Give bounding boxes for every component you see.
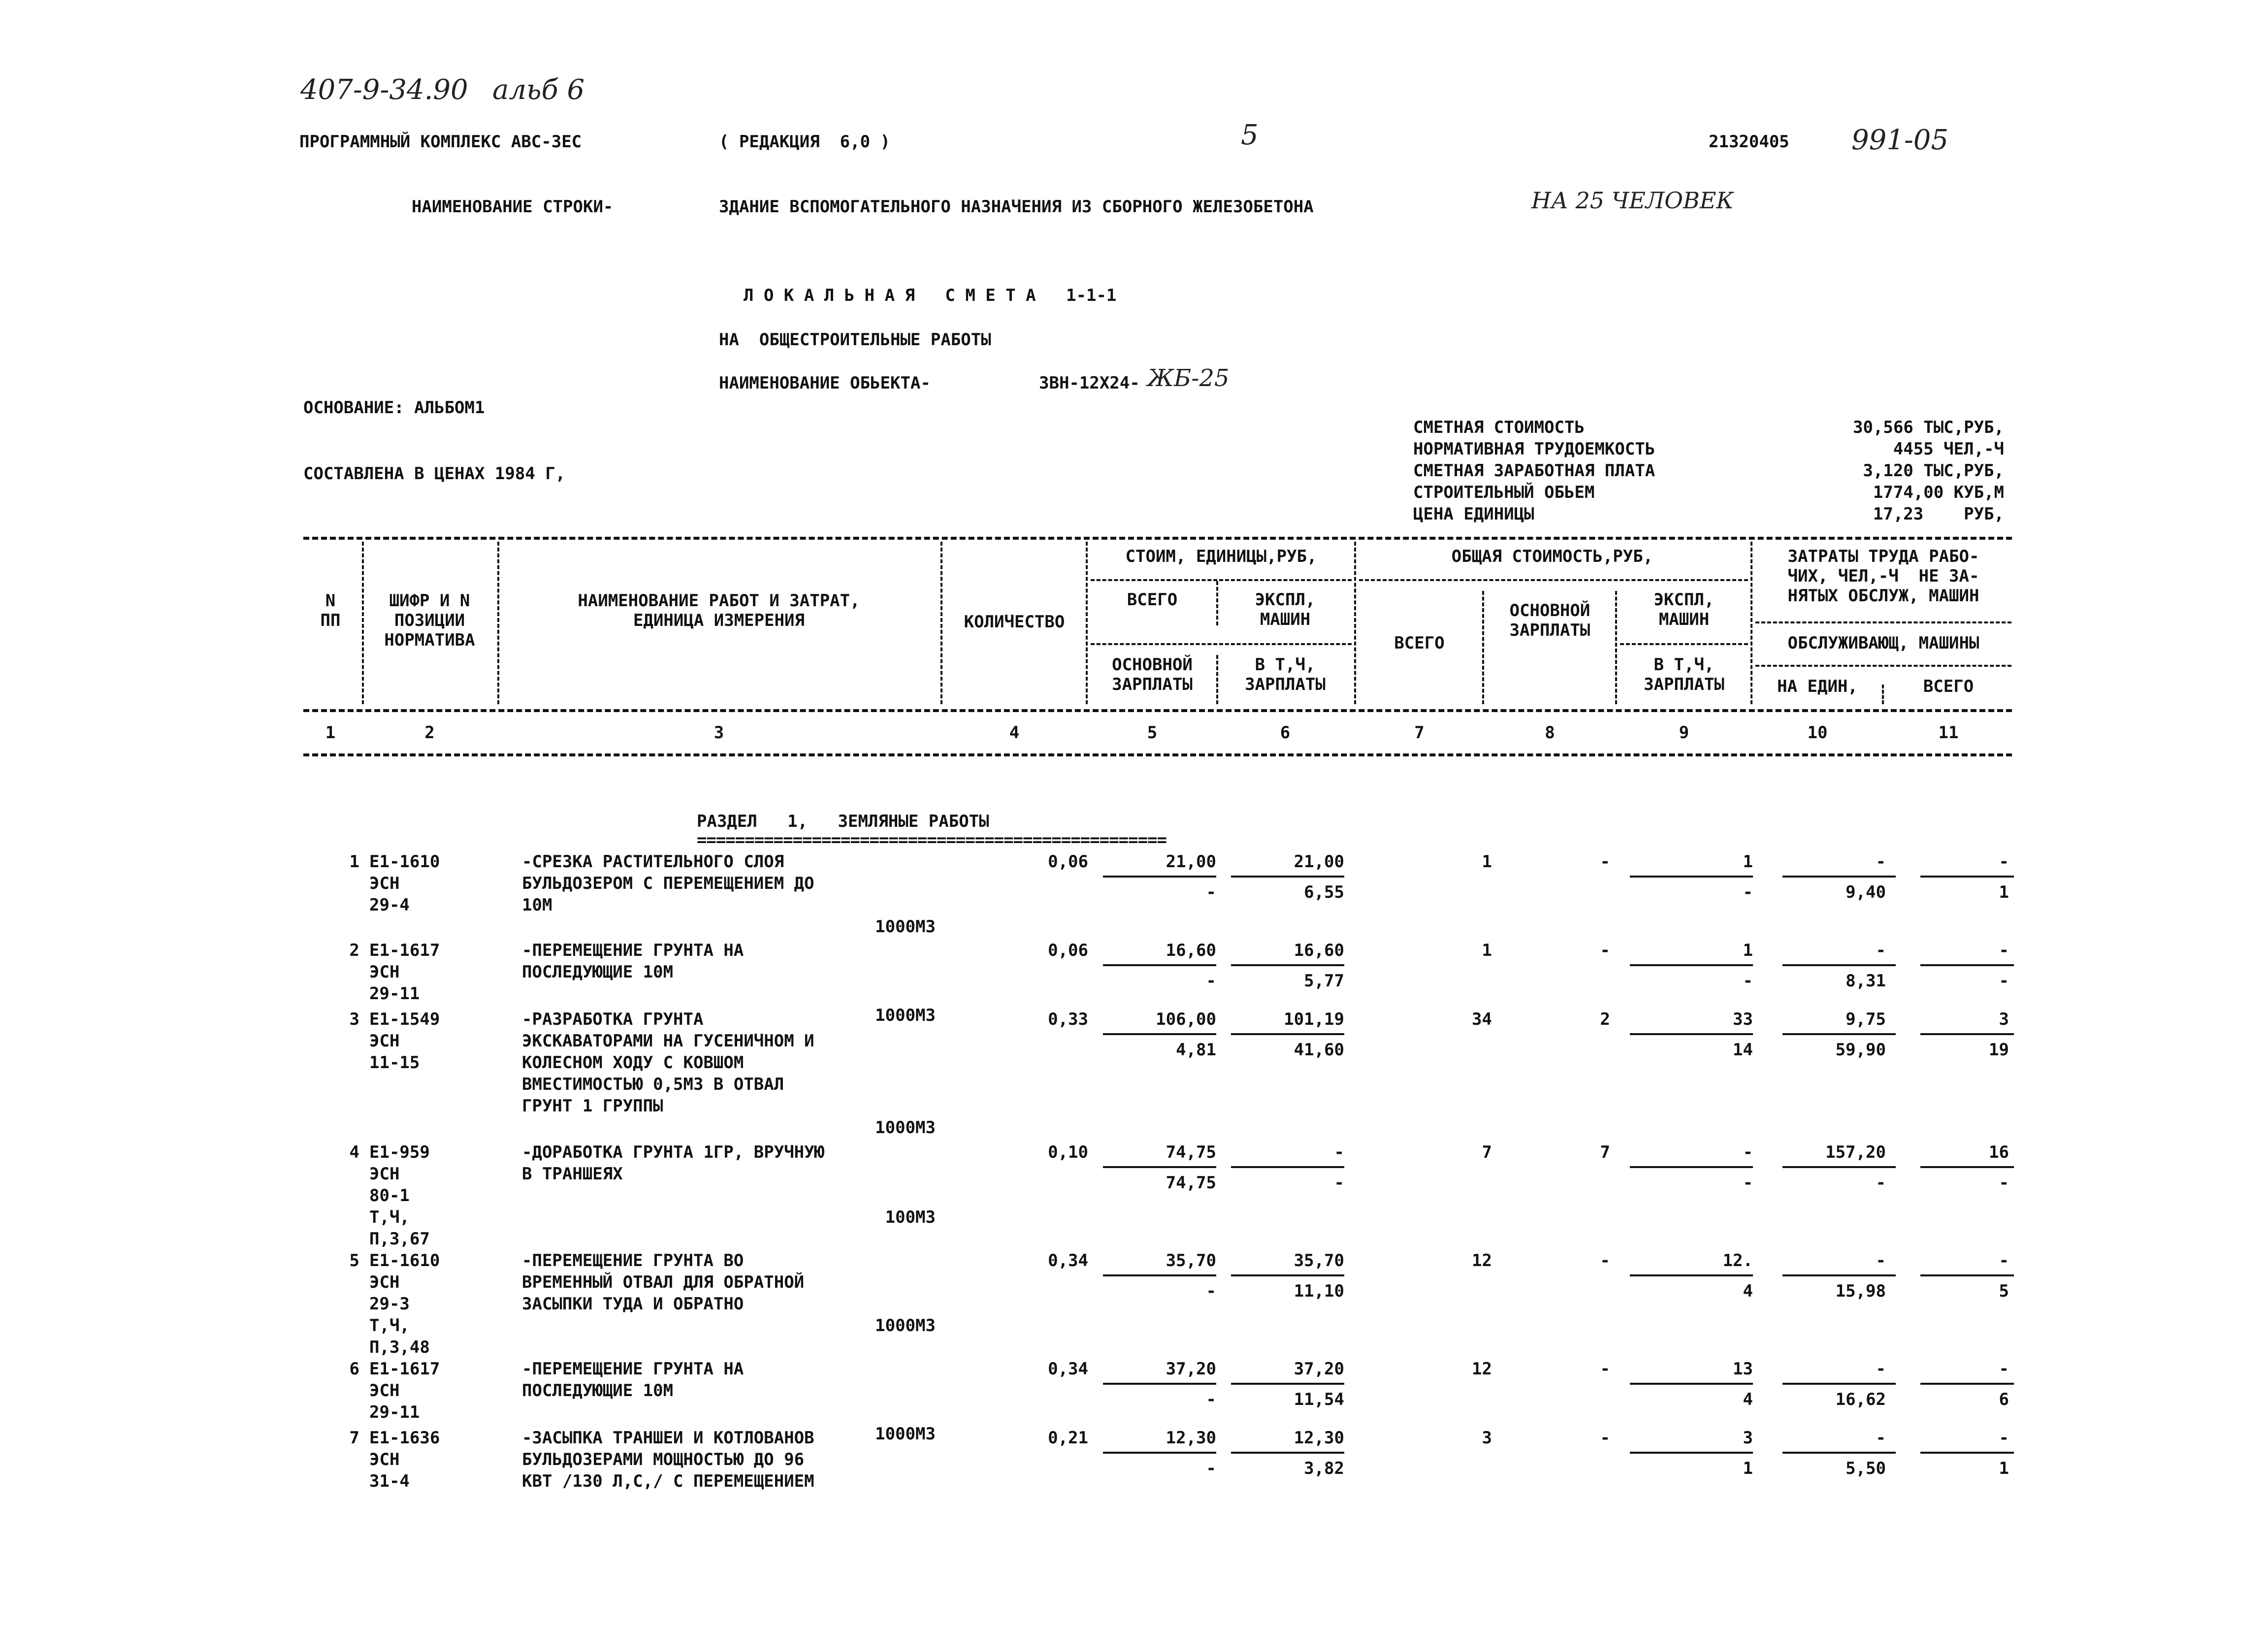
value-underline [1103,1033,1216,1035]
value-underline [1630,876,1753,878]
value-underline [1231,1033,1344,1035]
unit-machines: 21,00 [1294,852,1344,872]
edition-label: ( РЕДАКЦИЯ 6,0 ) [719,132,890,152]
value-underline [1231,876,1344,878]
row-number: 3 [349,1010,359,1029]
column-number: 1 [325,723,336,743]
value-underline [1630,1274,1753,1276]
value-underline [1103,876,1216,878]
labor-total: - [1999,1359,2009,1379]
unit-incl-pay: 6,55 [1304,882,1344,902]
unit-total: 35,70 [1166,1251,1216,1271]
value-underline [1103,1452,1216,1454]
total-cost: 34 [1472,1010,1492,1029]
header-unit-total: ВСЕГО [1127,590,1178,610]
row-number: 2 [349,941,359,960]
row-work-name: -ПЕРЕМЕЩЕНИЕ ГРУНТА НА [522,1359,744,1379]
total-incl-pay: 14 [1733,1040,1753,1060]
labor-mach-total: 19 [1989,1040,2009,1060]
summary-value: 17,23 РУБ, [1873,504,2004,524]
header-unit-base-pay: ОСНОВНОЙ ЗАРПЛАТЫ [1112,655,1193,694]
col-divider [1216,655,1218,704]
value-underline [1630,1383,1753,1385]
row-code: 80-1 [369,1186,410,1205]
row-work-name: ВМЕСТИМОСТЬЮ 0,5М3 В ОТВАЛ [522,1075,784,1094]
unit-machines: 35,70 [1294,1251,1344,1271]
row-unit: 1000М3 [875,1006,936,1025]
unit-total: 16,60 [1166,941,1216,960]
row-work-name: ВРЕМЕННЫЙ ОТВАЛ ДЛЯ ОБРАТНОЙ [522,1272,805,1292]
labor-total: - [1999,1251,2009,1271]
value-underline [1103,1166,1216,1168]
value-underline [1231,1166,1344,1168]
col-divider [1615,591,1617,704]
total-incl-pay: 1 [1743,1459,1753,1478]
labor-per-unit: - [1876,1428,1886,1448]
unit-total: 37,20 [1166,1359,1216,1379]
column-number: 7 [1414,723,1425,743]
column-number: 9 [1679,723,1689,743]
unit-base-pay: - [1206,882,1216,902]
value-underline [1782,1383,1896,1385]
unit-base-pay: - [1206,1390,1216,1409]
labor-per-unit: 157,20 [1825,1142,1886,1162]
col-divider [362,542,364,704]
row-code: Е1-1636 [369,1428,440,1448]
total-incl-pay: - [1743,971,1753,991]
row-work-name: -ПЕРЕМЕЩЕНИЕ ГРУНТА ВО [522,1251,744,1271]
total-base-pay: - [1600,1428,1610,1448]
header-total-mach: ЭКСПЛ, МАШИН [1653,590,1715,629]
column-number: 3 [713,723,724,743]
value-underline [1782,1452,1896,1454]
row-quantity: 0,34 [1048,1251,1088,1271]
column-number: 6 [1280,723,1291,743]
labor-mach-per-unit: 15,98 [1835,1281,1886,1301]
unit-incl-pay: 41,60 [1294,1040,1344,1060]
unit-incl-pay: 5,77 [1304,971,1344,991]
total-incl-pay: - [1743,1173,1753,1193]
unit-base-pay: - [1206,1281,1216,1301]
value-underline [1231,1452,1344,1454]
row-work-name: -ПЕРЕМЕЩЕНИЕ ГРУНТА НА [522,941,744,960]
labor-total: - [1999,1428,2009,1448]
object-label: НАИМЕНОВАНИЕ ОБЬЕКТА- [719,373,931,393]
labor-mach-per-unit: 9,40 [1846,882,1886,902]
summary-value: 3,120 ТЫС,РУБ, [1863,461,2004,481]
labor-per-unit: - [1876,852,1886,872]
value-underline [1231,1274,1344,1276]
unit-base-pay: 74,75 [1166,1173,1216,1193]
row-name-handwritten: НА 25 ЧЕЛОВЕК [1531,187,1734,214]
unit-incl-pay: 11,54 [1294,1390,1344,1409]
col-divider [1086,542,1088,704]
unit-total: 21,00 [1166,852,1216,872]
row-code: Т,Ч, [369,1207,410,1227]
row-number: 1 [349,852,359,872]
col-divider [1750,542,1752,704]
labor-total: 3 [1999,1010,2009,1029]
column-number: 2 [424,723,435,743]
subrule [1091,643,1352,645]
total-base-pay: 7 [1600,1142,1610,1162]
total-cost: 1 [1482,941,1492,960]
total-base-pay: 2 [1600,1010,1610,1029]
row-code: П,3,48 [369,1337,430,1357]
page-number: 5 [1241,119,1259,151]
row-unit: 1000М3 [875,917,936,937]
summary-label: СТРОИТЕЛЬНЫЙ ОБЬЕМ [1413,483,1595,502]
row-quantity: 0,33 [1048,1010,1088,1029]
row-work-name: КВТ /130 Л,С,/ С ПЕРЕМЕЩЕНИЕМ [522,1471,814,1491]
value-underline [1920,1383,2014,1385]
total-machines: - [1743,1142,1753,1162]
value-underline [1103,1383,1216,1385]
value-underline [1782,876,1896,878]
value-underline [1920,1033,2014,1035]
handwritten-right: 991-05 [1851,124,1949,156]
header-total-base: ОСНОВНОЙ ЗАРПЛАТЫ [1509,601,1590,640]
unit-total: 74,75 [1166,1142,1216,1162]
row-code: ЭСН [369,962,400,982]
unit-base-pay: - [1206,1459,1216,1478]
row-work-name: ГРУНТ 1 ГРУППЫ [522,1096,663,1116]
labor-total: - [1999,941,2009,960]
row-code: Е1-1617 [369,941,440,960]
column-number: 8 [1545,723,1555,743]
row-quantity: 0,34 [1048,1359,1088,1379]
row-code: Е1-1617 [369,1359,440,1379]
subrule [1755,665,2011,667]
row-unit: 1000М3 [875,1424,936,1444]
row-code: ЭСН [369,1272,400,1292]
total-cost: 7 [1482,1142,1492,1162]
row-quantity: 0,21 [1048,1428,1088,1448]
header-per-unit: НА ЕДИН, [1777,677,1858,696]
subrule [1755,621,2011,623]
program-label: ПРОГРАММНЫЙ КОМПЛЕКС АВС-ЗЕС [299,132,582,152]
code-number: 21320405 [1709,132,1789,152]
column-number: 4 [1009,723,1020,743]
row-code: 29-3 [369,1294,410,1314]
section-underline: ================================================= [697,830,1167,850]
handwritten-code: 407-9-34.90 [300,74,468,106]
row-name-label: НАИМЕНОВАНИЕ СТРОКИ- [412,197,614,217]
total-machines: 33 [1733,1010,1753,1029]
value-underline [1920,964,2014,966]
row-code: 29-11 [369,984,420,1004]
row-unit: 1000М3 [875,1316,936,1336]
header-work-name: НАИМЕНОВАНИЕ РАБОТ И ЗАТРАТ, ЕДИНИЦА ИЗМЕРЕНИЯ [578,591,860,630]
total-machines: 1 [1743,852,1753,872]
header-no: N ПП [320,591,341,630]
total-incl-pay: 4 [1743,1281,1753,1301]
total-machines: 1 [1743,941,1753,960]
section-title: РАЗДЕЛ 1, ЗЕМЛЯНЫЕ РАБОТЫ [697,812,989,831]
numbers-bottom-rule [303,753,2012,756]
total-base-pay: - [1600,941,1610,960]
row-unit: 1000М3 [875,1118,936,1138]
column-number: 11 [1938,723,1959,743]
unit-total: 12,30 [1166,1428,1216,1448]
row-work-name: КОЛЕСНОМ ХОДУ С КОВШОМ [522,1053,744,1073]
subrule [1620,643,1748,645]
unit-machines: 101,19 [1284,1010,1344,1029]
labor-mach-total: 6 [1999,1390,2009,1409]
header-quantity: КОЛИЧЕСТВО [964,612,1065,632]
column-number: 5 [1147,723,1158,743]
row-code: ЭСН [369,1450,400,1469]
row-work-name: ЭКСКАВАТОРАМИ НА ГУСЕНИЧНОМ И [522,1031,814,1051]
header-unit-mach: ЭКСПЛ, МАШИН [1255,590,1316,629]
summary-label: СМЕТНАЯ СТОИМОСТЬ [1413,418,1585,437]
col-divider [940,542,942,704]
value-underline [1630,1033,1753,1035]
value-underline [1103,1274,1216,1276]
col-divider [497,542,499,704]
prices-text: СОСТАВЛЕНА В ЦЕНАХ 1984 Г, [303,464,566,484]
value-underline [1782,1274,1896,1276]
total-cost: 12 [1472,1359,1492,1379]
value-underline [1782,964,1896,966]
total-base-pay: - [1600,852,1610,872]
row-code: Т,Ч, [369,1316,410,1336]
header-labor: ЗАТРАТЫ ТРУДА РАБО- ЧИХ, ЧЕЛ,-Ч НЕ ЗА- НЯТЫХ ОБСЛУЖ, МАШИН [1787,547,1979,606]
unit-incl-pay: - [1334,1173,1344,1193]
labor-per-unit: 9,75 [1846,1010,1886,1029]
labor-per-unit: - [1876,941,1886,960]
unit-total: 106,00 [1156,1010,1216,1029]
summary-value: 30,566 ТЫС,РУБ, [1852,418,2004,437]
labor-mach-total: - [1999,1173,2009,1193]
labor-mach-total: 1 [1999,882,2009,902]
header-total-all: ВСЕГО [1394,633,1445,653]
row-work-name: -ДОРАБОТКА ГРУНТА 1ГР, ВРУЧНУЮ [522,1142,825,1162]
unit-incl-pay: 3,82 [1304,1459,1344,1478]
total-base-pay: - [1600,1359,1610,1379]
total-cost: 1 [1482,852,1492,872]
total-base-pay: - [1600,1251,1610,1271]
header-unit-cost: СТОИМ, ЕДИНИЦЫ,РУБ, [1125,547,1317,566]
subrule [1359,579,1748,581]
row-work-name: ПОСЛЕДУЮЩИЕ 10М [522,1381,674,1401]
document-title: Л О К А Л Ь Н А Я С М Е Т А 1-1-1 [744,286,1117,305]
unit-machines: 37,20 [1294,1359,1344,1379]
row-code: Е1-1610 [369,1251,440,1271]
summary-label: НОРМАТИВНАЯ ТРУДОЕМКОСТЬ [1413,439,1655,459]
row-code: П,3,67 [369,1229,430,1249]
header-top-rule [303,537,2012,540]
col-divider [1354,542,1356,704]
row-quantity: 0,10 [1048,1142,1088,1162]
unit-machines: - [1334,1142,1344,1162]
row-work-name: -ЗАСЫПКА ТРАНШЕИ И КОТЛОВАНОВ [522,1428,814,1448]
row-number: 5 [349,1251,359,1271]
value-underline [1920,1166,2014,1168]
row-name-value: ЗДАНИЕ ВСПОМОГАТЕЛЬНОГО НАЗНАЧЕНИЯ ИЗ СБОРНОГО ЖЕЛЕЗОБЕТОНА [719,197,1314,217]
value-underline [1630,1452,1753,1454]
object-handwritten: ЖБ-25 [1147,364,1230,392]
row-code: 31-4 [369,1471,410,1491]
subrule [1091,579,1352,581]
value-underline [1630,964,1753,966]
unit-base-pay: - [1206,971,1216,991]
value-underline [1920,876,2014,878]
header-total-incl: В Т,Ч, ЗАРПЛАТЫ [1644,655,1724,694]
row-work-name: 10М [522,895,552,915]
row-code: 11-15 [369,1053,420,1073]
header-code: ШИФР И N ПОЗИЦИИ НОРМАТИВА [384,591,475,650]
row-unit: 100М3 [885,1207,936,1227]
header-total-cost: ОБЩАЯ СТОИМОСТЬ,РУБ, [1451,547,1653,566]
col-divider [1216,581,1218,625]
header-labor-mach: ОБСЛУЖИВАЮЩ, МАШИНЫ [1787,633,1979,653]
row-work-name: -РАЗРАБОТКА ГРУНТА [522,1010,704,1029]
col-divider [1482,591,1484,704]
labor-per-unit: - [1876,1359,1886,1379]
labor-mach-per-unit: 16,62 [1835,1390,1886,1409]
labor-total: 16 [1989,1142,2009,1162]
labor-mach-total: - [1999,971,2009,991]
unit-machines: 12,30 [1294,1428,1344,1448]
unit-base-pay: 4,81 [1176,1040,1216,1060]
handwritten-album: альб 6 [492,74,585,106]
total-incl-pay: - [1743,882,1753,902]
value-underline [1231,1383,1344,1385]
row-number: 6 [349,1359,359,1379]
row-code: 29-4 [369,895,410,915]
total-machines: 12. [1722,1251,1753,1271]
labor-mach-per-unit: 8,31 [1846,971,1886,991]
unit-machines: 16,60 [1294,941,1344,960]
row-code: Е1-1610 [369,852,440,872]
labor-mach-total: 1 [1999,1459,2009,1478]
row-code: Е1-1549 [369,1010,440,1029]
value-underline [1920,1452,2014,1454]
value-underline [1782,1166,1896,1168]
row-work-name: -СРЕЗКА РАСТИТЕЛЬНОГО СЛОЯ [522,852,784,872]
row-code: Е1-959 [369,1142,430,1162]
value-underline [1920,1274,2014,1276]
object-value: ЗВН-12Х24- [1039,373,1140,393]
summary-value: 1774,00 КУБ,М [1873,483,2004,502]
column-number: 10 [1807,723,1828,743]
row-code: ЭСН [369,1031,400,1051]
row-code: 29-11 [369,1402,420,1422]
row-number: 7 [349,1428,359,1448]
labor-mach-per-unit: - [1876,1173,1886,1193]
document-subtitle: НА ОБЩЕСТРОИТЕЛЬНЫЕ РАБОТЫ [719,330,991,350]
total-machines: 3 [1743,1428,1753,1448]
total-machines: 13 [1733,1359,1753,1379]
labor-mach-per-unit: 59,90 [1835,1040,1886,1060]
row-quantity: 0,06 [1048,941,1088,960]
header-bottom-rule [303,709,2012,712]
header-unit-incl-pay: В Т,Ч, ЗАРПЛАТЫ [1245,655,1326,694]
labor-total: - [1999,852,2009,872]
row-work-name: В ТРАНШЕЯХ [522,1164,623,1184]
row-code: ЭСН [369,1381,400,1401]
total-incl-pay: 4 [1743,1390,1753,1409]
row-code: ЭСН [369,874,400,893]
summary-value: 4455 ЧЕЛ,-Ч [1893,439,2004,459]
row-code: ЭСН [369,1164,400,1184]
row-work-name: ЗАСЫПКИ ТУДА И ОБРАТНО [522,1294,744,1314]
row-number: 4 [349,1142,359,1162]
value-underline [1630,1166,1753,1168]
value-underline [1782,1033,1896,1035]
labor-per-unit: - [1876,1251,1886,1271]
value-underline [1103,964,1216,966]
total-cost: 3 [1482,1428,1492,1448]
row-work-name: БУЛЬДОЗЕРАМИ МОЩНОСТЬЮ ДО 96 [522,1450,805,1469]
labor-mach-per-unit: 5,50 [1846,1459,1886,1478]
row-quantity: 0,06 [1048,852,1088,872]
labor-mach-total: 5 [1999,1281,2009,1301]
basis-text: ОСНОВАНИЕ: АЛЬБОМ1 [303,398,485,418]
row-work-name: БУЛЬДОЗЕРОМ С ПЕРЕМЕЩЕНИЕМ ДО [522,874,814,893]
row-work-name: ПОСЛЕДУЮЩИЕ 10М [522,962,674,982]
unit-incl-pay: 11,10 [1294,1281,1344,1301]
value-underline [1231,964,1344,966]
total-cost: 12 [1472,1251,1492,1271]
summary-label: СМЕТНАЯ ЗАРАБОТНАЯ ПЛАТА [1413,461,1655,481]
summary-label: ЦЕНА ЕДИНИЦЫ [1413,504,1534,524]
header-labor-all: ВСЕГО [1923,677,1974,696]
